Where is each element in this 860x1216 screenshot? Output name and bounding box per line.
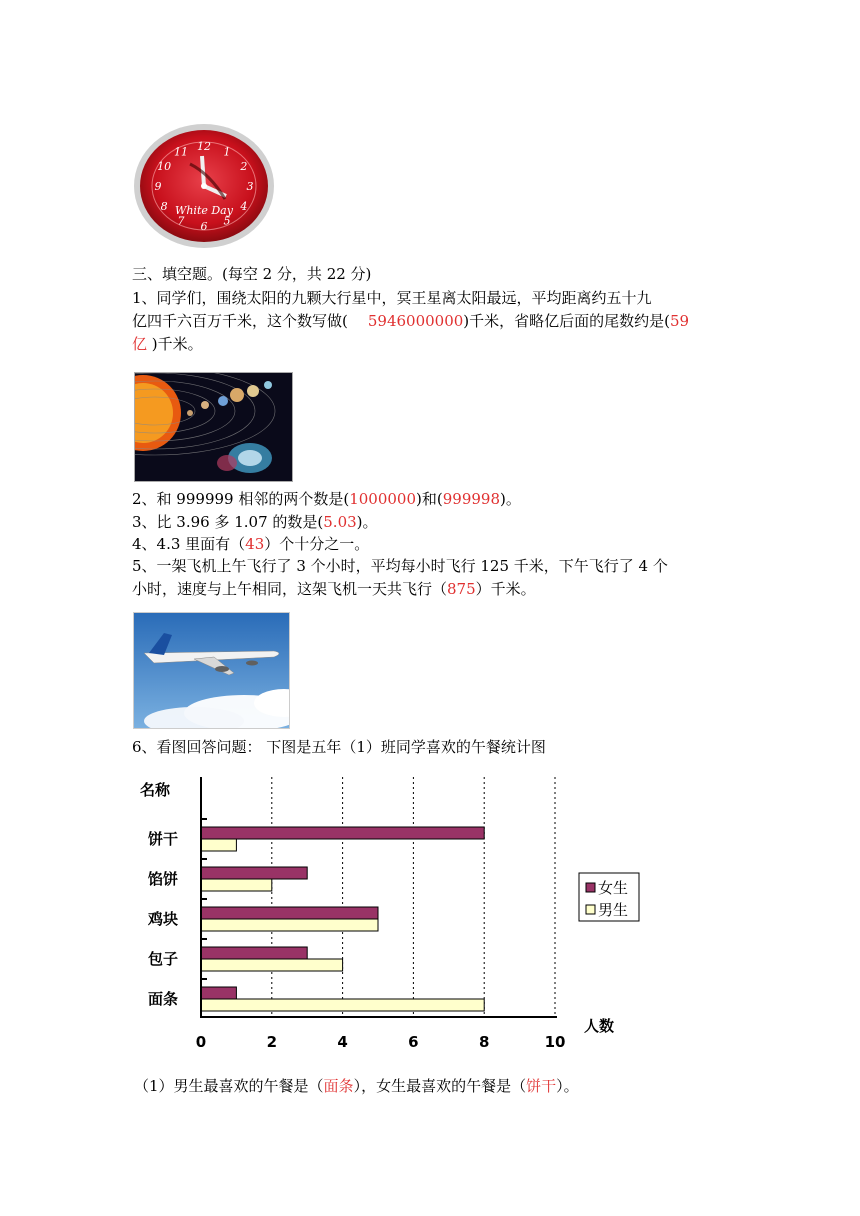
category-label: 面条: [148, 990, 179, 1008]
q2-answer2: 999998: [442, 490, 500, 508]
category-label: 饼干: [148, 830, 179, 848]
clock-number: 10: [157, 160, 172, 173]
q1-line2: 亿四千六百万千米，这个数写做( 5946000000)千米，省略亿后面的尾数约是(59: [132, 312, 690, 330]
clock-caption: White Day: [175, 204, 233, 217]
lunch-bar-chart: [130, 765, 650, 1065]
legend-label: 女生: [598, 879, 629, 897]
bar-0-3: [201, 947, 307, 959]
legend-swatch: [586, 883, 595, 892]
clock-number: 6: [200, 220, 208, 233]
q6-text: 6、看图回答问题： 下图是五年（1）班同学喜欢的午餐统计图: [132, 738, 546, 756]
q2: 2、和 999999 相邻的两个数是(1000000)和(999998)。: [132, 490, 521, 508]
clock-number: 3: [246, 180, 254, 193]
q5-line2: 小时，速度与上午相同，这架飞机一天共飞行（875）千米。: [132, 580, 536, 598]
q5-line1: 5、一架飞机上午飞行了 3 个小时，平均每小时飞行 125 千米，下午飞行了 4 个: [132, 557, 668, 575]
bar-1-4: [201, 999, 484, 1011]
q1-answer2-part1: 59: [670, 312, 690, 330]
bar-0-2: [201, 907, 378, 919]
q1-answer1: 5946000000: [367, 312, 464, 330]
q5-answer: 875: [447, 580, 476, 598]
x-tick-label: 4: [337, 1033, 348, 1051]
clock-number: 9: [154, 180, 162, 193]
category-label: 包子: [148, 950, 179, 968]
category-label: 鸡块: [148, 910, 179, 928]
solar-system-image: [134, 372, 293, 482]
q6-1-answer2: 饼干: [526, 1077, 557, 1095]
bar-1-2: [201, 919, 378, 931]
x-tick-label: 0: [195, 1033, 207, 1051]
airplane-image: [133, 612, 290, 729]
bar-1-1: [201, 879, 272, 891]
q4-answer: 43: [245, 535, 265, 553]
category-label: 馅饼: [148, 870, 179, 888]
x-tick-label: 8: [478, 1033, 490, 1051]
q3-answer: 5.03: [323, 513, 357, 531]
bar-0-4: [201, 987, 236, 999]
bar-0-0: [201, 827, 484, 839]
q1-line3: 亿 )千米。: [132, 335, 203, 353]
q1-line1: 1、同学们，围绕太阳的九颗大行星中，冥王星离太阳最远，平均距离约五十九: [132, 289, 652, 307]
x-tick-label: 2: [266, 1033, 278, 1051]
q2-answer1: 1000000: [349, 490, 417, 508]
clock-number: 7: [177, 214, 185, 228]
q1-answer2-part2: 亿: [132, 335, 148, 353]
q6-1: （1）男生最喜欢的午餐是（面条），女生最喜欢的午餐是（饼干）。: [134, 1077, 579, 1095]
clock-number: 4: [240, 200, 248, 213]
legend-swatch: [586, 905, 595, 914]
clock-number: 1: [223, 145, 231, 159]
clock-number: 8: [160, 200, 168, 213]
x-tick-label: 6: [408, 1033, 419, 1051]
clock-image: [130, 124, 280, 252]
clock-number: 11: [174, 145, 188, 159]
x-tick-label: 10: [544, 1033, 566, 1051]
clock-number: 5: [223, 214, 231, 228]
q4: 4、4.3 里面有（43）个十分之一。: [132, 535, 370, 553]
bar-1-0: [201, 839, 236, 851]
q6-1-answer1: 面条: [323, 1077, 354, 1095]
section-title: 三、填空题。(每空 2 分，共 22 分): [132, 265, 372, 283]
bar-1-3: [201, 959, 343, 971]
x-axis-label: 人数: [584, 1017, 615, 1035]
clock-number: 12: [197, 140, 211, 153]
legend-label: 男生: [598, 901, 629, 919]
bar-0-1: [201, 867, 307, 879]
y-axis-label: 名称: [140, 781, 171, 799]
clock-number: 2: [240, 160, 248, 173]
q3: 3、比 3.96 多 1.07 的数是(5.03)。: [132, 513, 378, 531]
